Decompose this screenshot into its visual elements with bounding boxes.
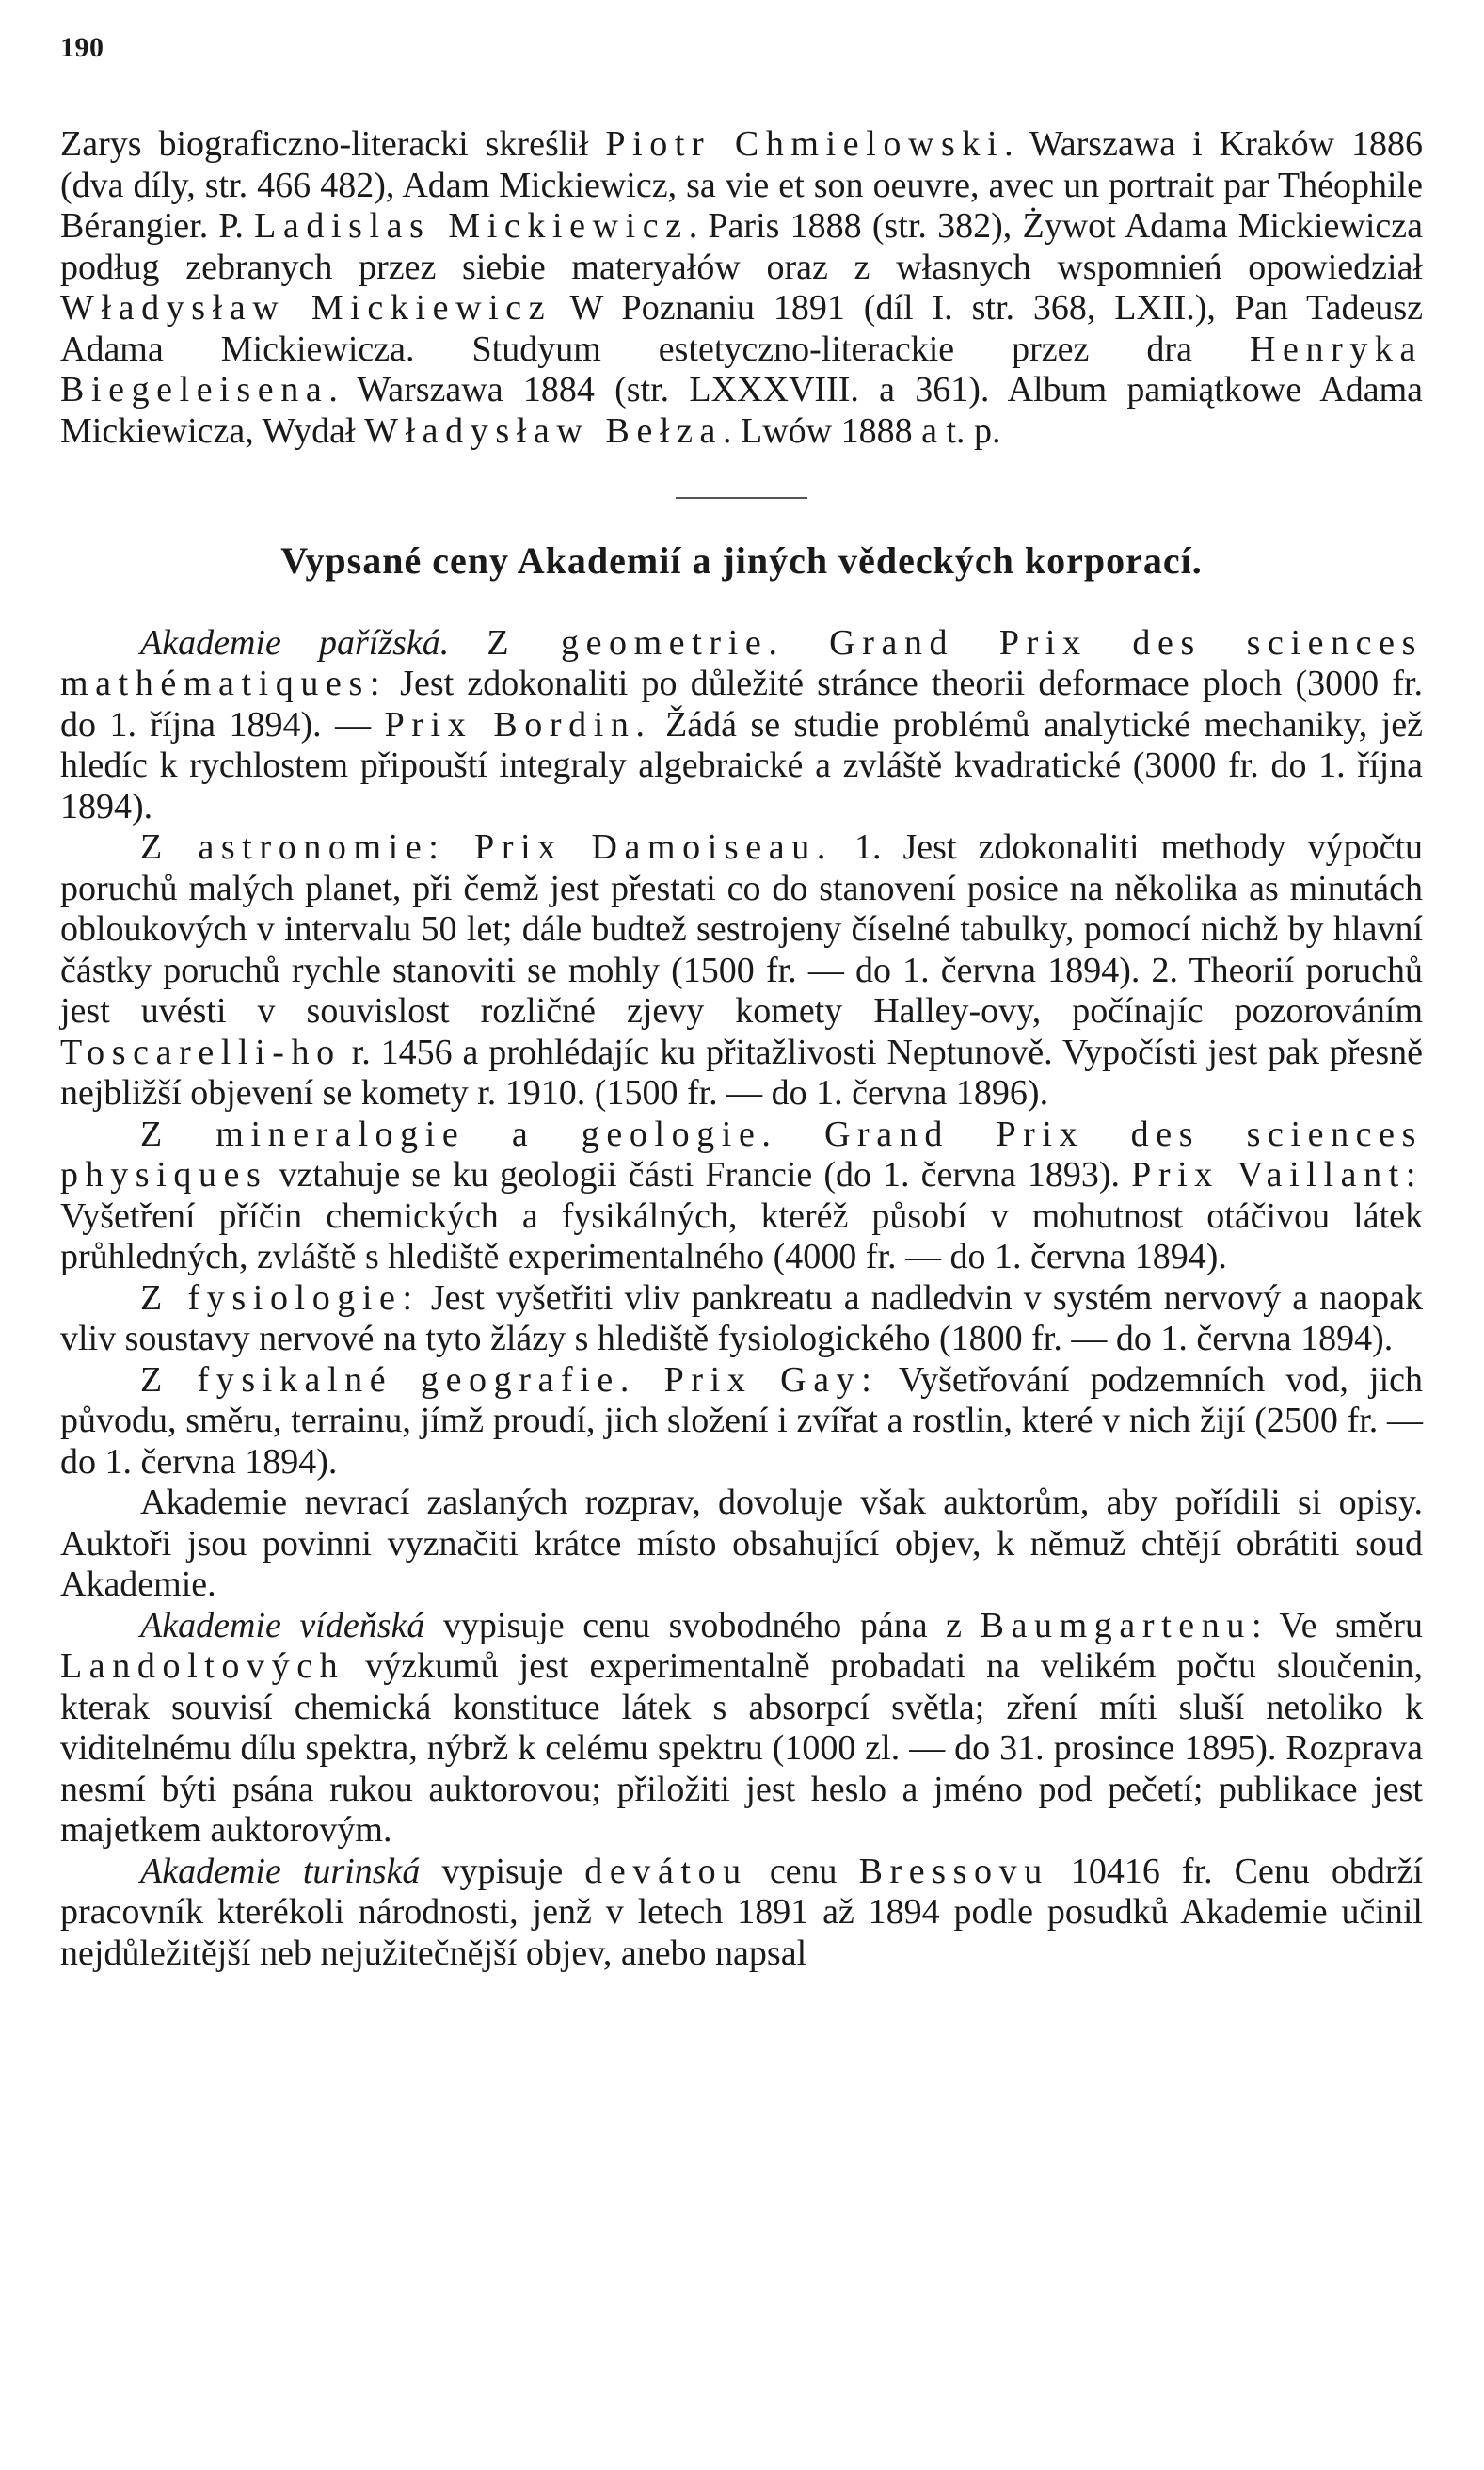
text-run: Jest vyšetřiti vliv pankreatu a nadledvin v systém nervový a naopak vliv soustavy nervové na tyto žlázy s hlediště fysiologického (1800 fr. — do 1. června 1894).: [60, 1277, 1423, 1358]
prize-label: Prix Vaillant:: [1131, 1155, 1423, 1195]
text-run: Žádá se studie problémů analytické mechaniky, jež hledíc k rychlostem připouští integraly algebraické a zvláště kvadratické (3000 fr. do 1. října 1894).: [60, 704, 1423, 826]
prize-label: Z astronomie: Prix Damoiseau.: [140, 827, 833, 867]
text-run: Vyšetřování podzemních vod, jich původu, směru, terrainu, jímž proudí, jich složení i zvířat a rostlin, které v nich žijí (2500 fr. — do 1. června 1894).: [60, 1359, 1423, 1482]
text-run: . Lwów 1888 a t. p.: [723, 410, 1001, 451]
page-number: 190: [60, 32, 104, 63]
prize-label: Z geometrie. Grand Prix des sciences mathématiques:: [60, 622, 1423, 703]
academy-name: Akademie pařížská.: [140, 622, 450, 663]
emphasis: devátou: [584, 1851, 748, 1891]
person-name: Landoltových: [60, 1646, 345, 1686]
text-column: [60, 124, 1423, 1974]
text-run: Zarys biograficzno-literacki skreślił: [60, 124, 606, 164]
prize-label: Z fysiologie:: [140, 1277, 420, 1318]
paris-geography-paragraph: [60, 1360, 1423, 1484]
turin-paragraph: [60, 1852, 1423, 1975]
text-run: vypisuje cenu svobodného pána z: [424, 1605, 981, 1645]
section-divider: [676, 497, 807, 499]
author-name: Ladislas Mickiewicz: [254, 206, 689, 246]
text-run: W Poznaniu 1891 (díl I. str. 368, LXII.), Pan Tadeusz Adama Mickiewicza. Studyum estetyczno-literackie przez dra: [60, 288, 1424, 369]
text-run: : Ve směru: [1251, 1605, 1423, 1645]
person-name: Baumgartenu: [980, 1605, 1252, 1645]
paris-geometry-paragraph: [60, 623, 1423, 828]
prize-label: Prix Bordin.: [384, 704, 652, 745]
person-name: Toscarelli-ho: [60, 1032, 342, 1072]
text-run: cenu: [747, 1851, 859, 1891]
paris-physiology-paragraph: [60, 1278, 1423, 1360]
academy-name: Akademie vídeňská: [140, 1605, 425, 1645]
section-heading: Vypsané ceny Akademií a jiných vědeckých korporací.: [280, 539, 1203, 582]
text-run: vypisuje: [420, 1851, 585, 1891]
author-name: Henryka Biegeleisena: [60, 329, 1423, 409]
author-name: Władysław Mickiewicz: [60, 288, 552, 328]
prize-label: Z mineralogie a geologie. Grand Prix des sciences physiques: [60, 1114, 1423, 1195]
prize-label: Z fysikalné geografie. Prix Gay:: [140, 1359, 879, 1400]
vienna-paragraph: [60, 1606, 1423, 1852]
author-name: Władysław Bełza: [364, 410, 724, 451]
text-run: r. 1456 a prohlédajíc ku přitažlivosti Neptunově. Vypočísti jest pak přesně nejbližší objevení se komety r. 1910. (1500 fr. — do 1. června 1896).: [60, 1032, 1423, 1113]
text-run: Jest zdokonaliti po důležité stránce theorii deformace ploch (3000 fr. do 1. října 1894). —: [60, 664, 1423, 745]
text-run: Vyšetření příčin chemických a fysikálných, kteréž působí v mohutnost otáčivou látek průhledných, zvláště s hlediště experimentalného (4000 fr. — do 1. června 1894).: [60, 1195, 1423, 1276]
text-run: vztahuje se ku geologii části Francie (do 1. června 1893).: [267, 1155, 1132, 1195]
text-run: . Paris 1888 (str. 382), Żywot Adama Mickiewicza podług zebranych przez siebie materyałów oraz z własnych wspomnień opowiedział: [60, 206, 1424, 287]
prize-name: Bressovu: [858, 1851, 1049, 1891]
text-run: . Warszawa 1884 (str. LXXXVIII. a 361). Album pamiątkowe Adama Mickiewicza, Wydał: [60, 370, 1423, 451]
author-name: Piotr Chmielowski: [605, 124, 1005, 164]
bibliography-paragraph: [60, 124, 1423, 452]
text-run: 10416 fr. Cenu obdrží pracovník kterékoli národnosti, jenž v letech 1891 až 1894 podle posudků Akademie učinil nejdůležitější neb nejužitečnější objev, anebo napsal: [60, 1851, 1423, 1973]
paris-closing-paragraph: Akademie nevrací zaslaných rozprav, dovoluje však auktorům, aby pořídili si opisy. Auktoři jsou povinni vyznačiti krátce místo obsahující objev, k němuž chtějí obrátiti soud Akademie.: [60, 1483, 1423, 1604]
paris-astronomy-paragraph: [60, 827, 1423, 1115]
academy-name: Akademie turinská: [140, 1851, 421, 1891]
text-run: 1. Jest zdokonaliti methody výpočtu poruchů malých planet, při čemž jest přestati co do stanovení posice na několika as minutách obloukových v intervalu 50 let; dále budtež sestrojeny číselné tabulky, pomocí nichž by hlavní částky poruchů rychle stanoviti se mohly (1500 fr. — do 1. června 1894). 2. Theorií poruchů jest uvésti v souvislost rozličné zjevy komety Halley-ovy, počínajíc pozorováním: [60, 827, 1424, 1031]
paris-mineralogy-paragraph: [60, 1115, 1423, 1278]
text-run: výzkumů jest experimentalně probadati na velikém počtu sloučenin, kterak souvisí chemická konstituce látek s absorpcí světla; zření míti sluší netoliko k viditelnému dílu spektra, nýbrž k celému spektru (1000 zl. — do 31. prosince 1895). Rozprava nesmí býti psána rukou auktorovou; přiložiti jest heslo a jméno pod pečetí; publikace jest majetkem auktorovým.: [60, 1646, 1423, 1850]
text-run: . Warszawa i Kraków 1886 (dva díly, str. 466 482), Adam Mickiewicz, sa vie et son oeuvre, avec un portrait par Théophile Bérangier. P.: [60, 124, 1424, 246]
